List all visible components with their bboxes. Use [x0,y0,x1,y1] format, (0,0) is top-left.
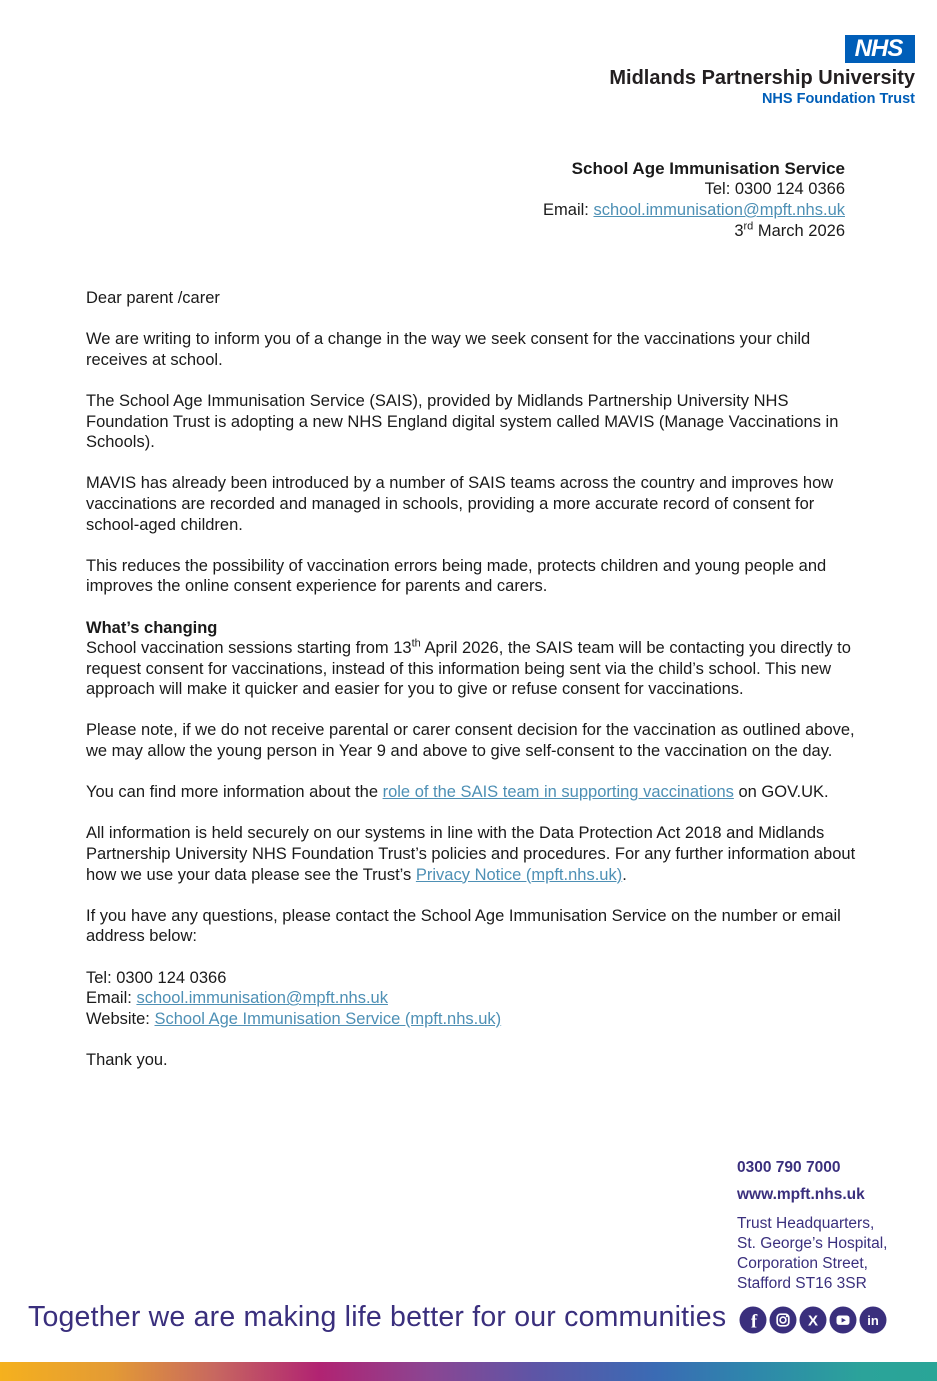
letterhead-tel: Tel: 0300 124 0366 [704,180,845,198]
svg-text:f: f [750,1311,758,1333]
contact-website-label: Website: [86,1009,155,1028]
linkedin-icon[interactable] [859,1306,887,1334]
para7-text-before: You can find more information about the [86,783,383,802]
address-line: Stafford ST16 3SR [737,1275,867,1292]
brand-gradient-bar [0,1362,937,1381]
address-line: Corporation Street, [737,1255,868,1272]
footer-address [737,1214,927,1294]
date-ordinal: rd [743,220,754,233]
para7-text-after: on GOV.UK. [733,783,829,802]
letterhead-contact [543,158,845,242]
contact-block [86,968,861,1030]
paragraph-6: Please note, if we do not receive parental or carer consent decision for the vaccination as outlined above, we may allow the young person in Year 9 and above to give self-consent to the vaccination on the day. [86,721,855,761]
para5-ordinal: th [411,637,421,650]
social-icons [739,1306,887,1334]
paragraph-4: This reduces the possibility of vaccination errors being made, protects children and young people and improves the online consent experience for parents and carers. [86,556,827,596]
instagram-icon[interactable] [769,1306,797,1334]
facebook-icon[interactable] [739,1306,767,1334]
para5-text-after: April 2026, the SAIS team will be contacting you directly to request consent for vaccinations, instead of this information being sent via the child’s school. This new approach will make it quicker and easier for you to give or refuse consent for vaccinations. [86,639,851,699]
paragraph-3: MAVIS has already been introduced by a number of SAIS teams across the country and improves how vaccinations are recorded and managed in schools, providing a more accurate record of consent for school-aged children. [86,474,834,534]
nhs-logo-block [609,35,915,107]
letter-body [86,288,861,1091]
para8-text-before: All information is held securely on our systems in line with the Data Protection Act 2018 and Midlands Partnership University NHS Foundation Trust’s policies and procedures. For any further information about how we use your data please see the Trust’s [86,824,856,884]
paragraph-8 [86,823,861,885]
footer-website: www.mpft.nhs.uk [737,1186,865,1203]
paragraph-5 [86,638,861,700]
address-line: St. George’s Hospital, [737,1235,888,1252]
service-name: School Age Immunisation Service [571,159,845,178]
privacy-notice-link[interactable]: Privacy Notice (mpft.nhs.uk) [415,865,623,884]
svg-text:X: X [807,1312,819,1330]
salutation: Dear parent /carer [86,289,220,307]
email-label: Email: [543,201,594,219]
x-twitter-icon[interactable] [799,1306,827,1334]
letterhead-email-link[interactable]: school.immunisation@mpft.nhs.uk [593,201,845,219]
letterhead-email-line [543,200,845,221]
date-day: 3 [734,222,744,240]
contact-email-link[interactable]: school.immunisation@mpft.nhs.uk [136,989,388,1008]
org-name: Midlands Partnership University [609,67,915,89]
contact-website-link[interactable]: School Age Immunisation Service (mpft.nhs.uk) [154,1009,502,1028]
whats-changing-heading: What’s changing [86,618,218,637]
contact-email-label: Email: [86,989,137,1008]
para8-text-after: . [622,865,627,884]
date-rest: March 2026 [753,222,845,240]
nhs-logo-text: NHS [854,35,903,62]
address-line: Trust Headquarters, [737,1215,875,1232]
footer-tagline: Together we are making life better for our communities [28,1301,727,1333]
footer-contact-block [737,1158,927,1294]
sais-role-link[interactable]: role of the SAIS team in supporting vaccinations [382,783,734,802]
letter-date [543,221,845,242]
org-subtitle: NHS Foundation Trust [761,91,915,107]
paragraph-9: If you have any questions, please contact the School Age Immunisation Service on the number or email address below: [86,906,841,946]
svg-text:in: in [867,1313,879,1328]
youtube-icon[interactable] [829,1306,857,1334]
paragraph-2: The School Age Immunisation Service (SAIS), provided by Midlands Partnership University NHS Foundation Trust is adopting a new NHS England digital system called MAVIS (Manage Vaccinations in Schools). [86,391,839,452]
closing: Thank you. [86,1050,168,1069]
paragraph-7 [86,782,861,803]
footer-phone: 0300 790 7000 [737,1159,841,1176]
paragraph-1: We are writing to inform you of a change in the way we seek consent for the vaccinations your child receives at school. [86,330,811,369]
nhs-logo-icon [845,35,915,63]
contact-tel: Tel: 0300 124 0366 [86,968,227,987]
para5-text-before: School vaccination sessions starting from 13 [86,639,412,658]
